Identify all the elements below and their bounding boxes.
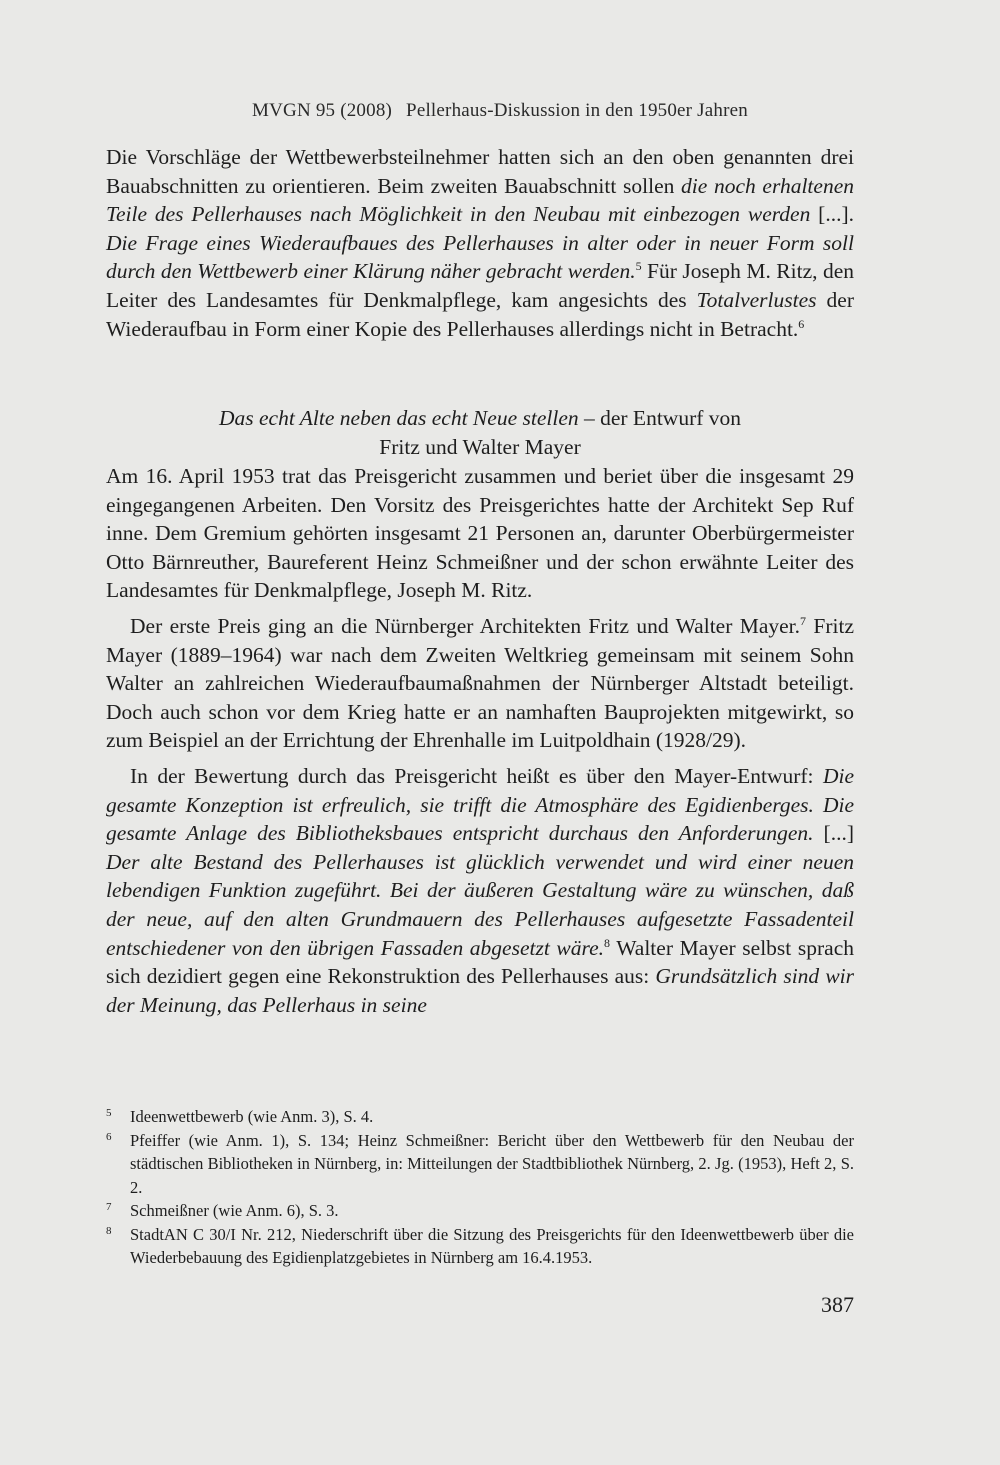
footnote-ref[interactable]: 7: [800, 613, 807, 628]
footnote-number: 7: [106, 1201, 112, 1213]
paragraph-2: Am 16. April 1953 trat das Preisgericht zusammen und beriet über die insgesamt 29 eingegangenen Arbeiten. Den Vorsitz des Preisgerichtes hatte der Architekt Sep Ruf inne. Dem Gremium gehörten insgesamt 21 Personen an, darunter Oberbürgermeister Otto Bärnreuther, Baureferent Heinz Schmeißner und der schon erwähnte Leiter des Landesamtes für Denkmalpflege, Joseph M. Ritz.: [106, 464, 854, 603]
footnote-ref[interactable]: 6: [798, 316, 805, 331]
quote-run: Der alte Bestand des Pellerhauses ist glücklich verwendet und wird einer neuen lebendigen Funktion zugeführt. Bei der äußeren Gestaltung wäre zu wünschen, daß der neue, auf den alten Grundmauern des Pellerhauses aufgesetzte Fassadenteil entschiedener von den übrigen Fassaden abgesetzt wäre.: [106, 849, 854, 960]
paragraph-3: [106, 612, 854, 755]
emphasis-run: Totalverlustes: [696, 287, 817, 312]
journal-reference: MVGN 95 (2008): [252, 100, 393, 121]
quote-run: Die gesamte Konzeption ist erfreulich, sie trifft die Atmosphäre des Egidienberges. Die gesamte Anlage des Bibliotheksbaues entspricht durchaus den Anforderungen.: [106, 763, 854, 846]
footnote: [106, 1223, 854, 1270]
footnote-number: 5: [106, 1107, 112, 1119]
footnote-number: 8: [106, 1224, 112, 1237]
footnote-text: Schmeißner (wie Anm. 6), S. 3.: [130, 1201, 339, 1220]
quote-run: die noch erhaltenen Teile des Pellerhauses nach Möglichkeit in den Neubau mit einbezogen werden: [106, 173, 854, 227]
footnote-number: 6: [106, 1130, 112, 1143]
heading-text-line2: Fritz und Walter Mayer: [379, 435, 581, 459]
footnote-text: StadtAN C 30/I Nr. 212, Niederschrift über die Sitzung des Preisgerichts für den Ideenwettbewerb über die Wiederbebauung des Egidienplatzgebietes in Nürnberg am 16.4.1953.: [130, 1224, 854, 1267]
article-title: Pellerhaus-Diskussion in den 1950er Jahren: [406, 100, 748, 121]
footnote: [106, 1199, 854, 1223]
paragraph-4: [106, 762, 854, 1019]
text-run: Walter Mayer selbst sprach sich dezidiert gegen eine Rekonstruktion des Pellerhauses aus:: [106, 935, 854, 989]
text-run: [...]: [813, 821, 854, 846]
quote-run: Grundsätzlich sind wir der Meinung, das Pellerhaus in seine: [106, 964, 854, 1017]
section-heading: [106, 404, 854, 462]
heading-quote: Das echt Alte neben das echt Neue stellen: [218, 406, 579, 430]
section-body: [106, 462, 854, 1019]
paragraph-1: [106, 143, 854, 343]
footnotes: [106, 1105, 854, 1270]
text-run: Der erste Preis ging an die Nürnberger Architekten Fritz und Walter Mayer.: [130, 613, 801, 638]
footnote-ref[interactable]: 5: [635, 259, 642, 274]
text-run: Für Joseph M. Ritz, den Leiter des Landesamtes für Denkmalpflege, kam angesichts des: [106, 259, 855, 312]
text-run: In der Bewertung durch das Preisgericht heißt es über den Mayer-Entwurf:: [130, 763, 823, 788]
text-run: der Wiederaufbau in Form einer Kopie des Pellerhauses allerdings nicht in Betracht.: [106, 287, 854, 341]
page-number: 387: [821, 1292, 854, 1317]
quote-run: Die Frage eines Wiederaufbaues des Pellerhauses in alter oder in neuer Form soll durch den Wettbewerb einer Klärung näher gebracht werden.: [106, 230, 854, 284]
running-head: [0, 100, 1000, 122]
text-run: Fritz Mayer (1889–1964) war nach dem Zweiten Weltkrieg gemeinsam mit seinem Sohn Walter an zahlreichen Wiederaufbaumaßnahmen der Nürnberger Altstadt beteiligt. Doch auch schon vor dem Krieg hatte er an namhaften Bauprojekten mitgewirkt, so zum Beispiel an der Errichtung der Ehrenhalle im Luitpoldhain (1928/29).: [106, 613, 854, 753]
text-run: [...].: [810, 202, 854, 227]
footnote-text: Pfeiffer (wie Anm. 1), S. 134; Heinz Schmeißner: Bericht über den Wettbewerb für den Neubau der städtischen Bibliotheken in Nürnberg, in: Mitteilungen der Stadtbibliothek Nürnberg, 2. Jg. (1953), Heft 2, S. 2.: [130, 1130, 854, 1197]
footnote: [106, 1129, 854, 1200]
heading-text: – der Entwurf von: [578, 406, 742, 430]
footnote: [106, 1105, 854, 1129]
footnote-text: Ideenwettbewerb (wie Anm. 3), S. 4.: [130, 1107, 374, 1126]
text-run: Die Vorschläge der Wettbewerbsteilnehmer hatten sich an den oben genannten drei Bauabschnitten zu orientieren. Beim zweiten Bauabschnitt sollen: [106, 145, 854, 198]
footnote-ref[interactable]: 8: [604, 935, 610, 950]
